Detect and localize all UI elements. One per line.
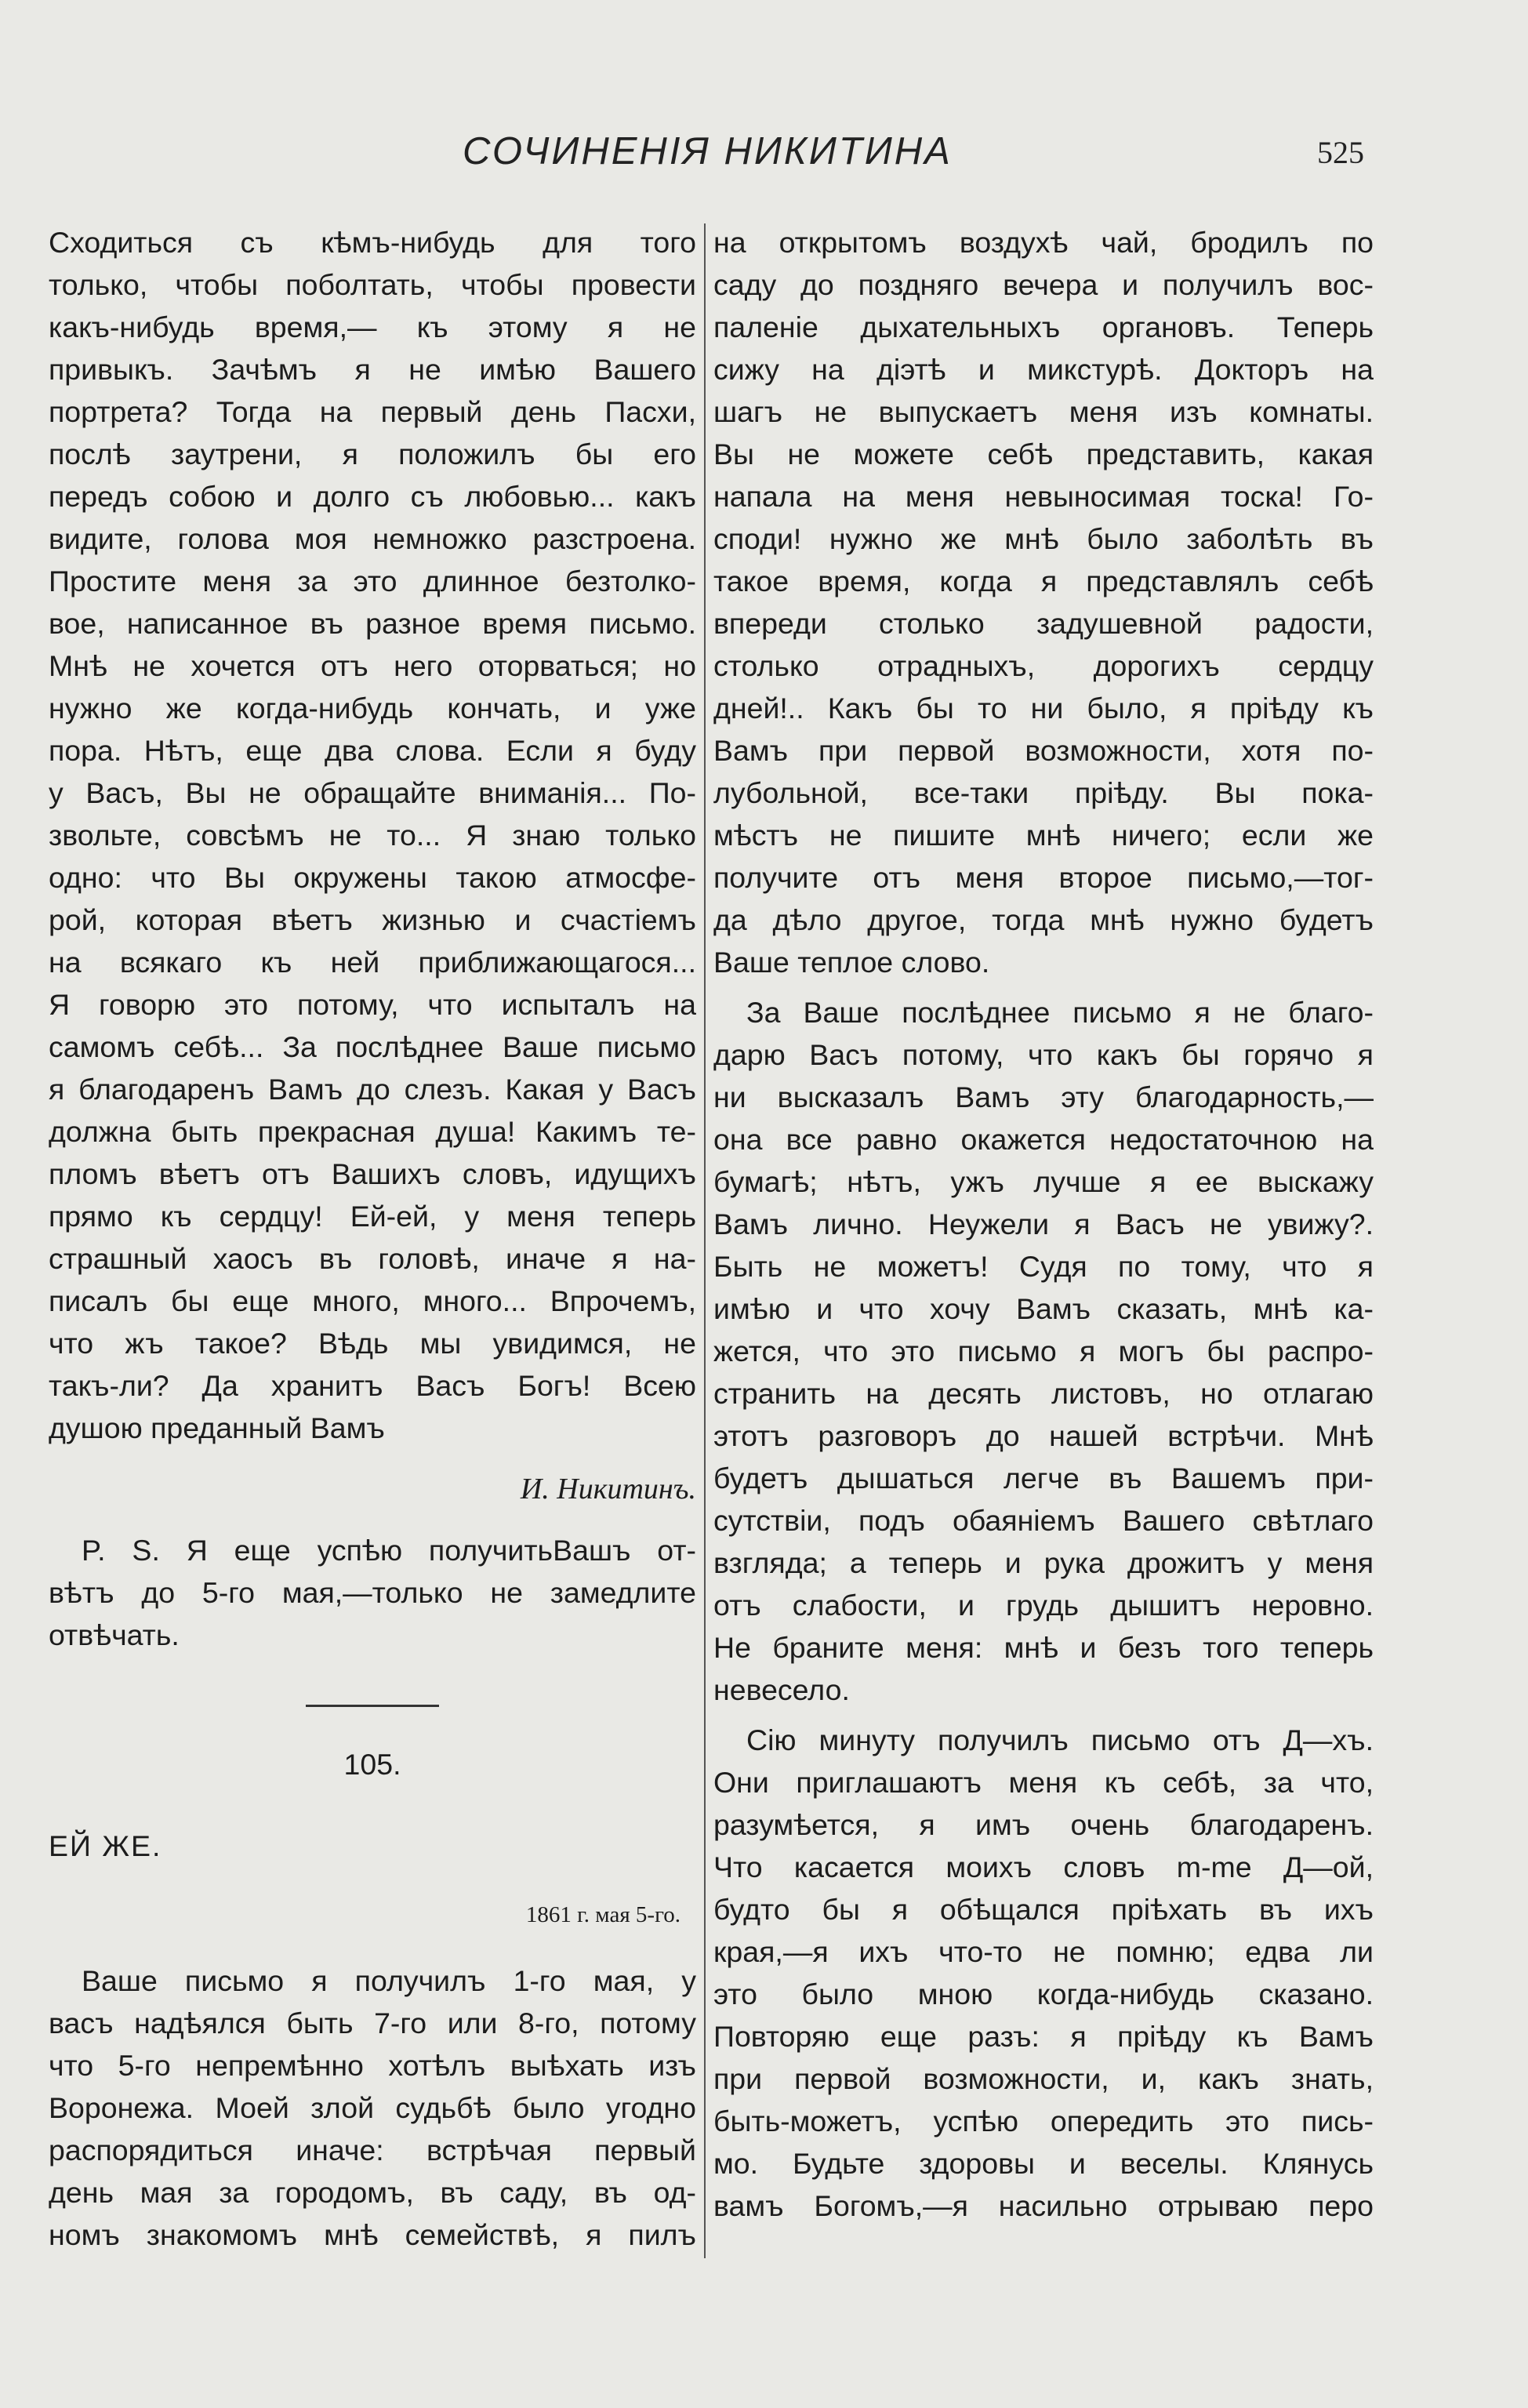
text-line: напала на меня невыносимая тоска! Го- — [713, 480, 1374, 513]
text-line: будетъ дышаться легче въ Вашемъ при- — [713, 1462, 1374, 1495]
text-line: передъ собою и долго съ любовью... какъ — [49, 480, 696, 513]
text-line: Простите меня за это длинное безтолко- — [49, 565, 696, 597]
text-line: нужно же когда-нибудь кончать, и уже — [49, 692, 696, 725]
text-line: мѣстъ не пишите мнѣ ничего; если же — [713, 819, 1374, 852]
text-line: невесело. — [713, 1673, 850, 1706]
text-line: что 5-го непремѣнно хотѣлъ выѣхать изъ — [49, 2049, 696, 2082]
letter-number: 105. — [343, 1748, 401, 1781]
running-title: СОЧИНЕНІЯ НИКИТИНА — [463, 130, 953, 173]
section-divider — [306, 1705, 439, 1707]
text-line: взгляда; а теперь и рука дрожитъ у меня — [713, 1546, 1374, 1579]
text-line: да дѣло другое, тогда мнѣ нужно будетъ — [713, 903, 1374, 936]
postscript — [49, 1529, 696, 1656]
text-line: привыкъ. Зачѣмъ я не имѣю Вашего — [49, 353, 696, 386]
text-line: вѣтъ до 5-го мая,—только не замедлите — [49, 1576, 696, 1609]
text-line: Вы не можете себѣ представить, какая — [713, 438, 1374, 470]
text-line: шагъ не выпускаетъ меня изъ комнаты. — [713, 395, 1374, 428]
text-line: дарю Васъ потому, что какъ бы горячо я — [713, 1038, 1374, 1071]
text-line: Я говорю это потому, что испыталъ на — [49, 988, 696, 1021]
paragraph-gratitude — [713, 991, 1374, 1711]
letter-105-body-start — [49, 1959, 696, 2256]
text-line: звольте, совсѣмъ не то... Я знаю только — [49, 819, 696, 852]
text-line: столько отрадныхъ, дорогихъ сердцу — [713, 649, 1374, 682]
text-line: номъ знакомомъ мнѣ семействѣ, я пилъ — [49, 2218, 696, 2251]
text-line: только, чтобы поболтать, чтобы провести — [49, 268, 696, 301]
text-line: такое время, когда я представлялъ себѣ — [713, 565, 1374, 597]
text-line: пора. Нѣтъ, еще два слова. Если я буду — [49, 734, 696, 767]
text-line: Вамъ при первой возможности, хотя по- — [713, 734, 1374, 767]
text-line: этотъ разговоръ до нашей встрѣчи. Мнѣ — [713, 1419, 1374, 1452]
text-line: это было мною когда-нибудь сказано. — [713, 1978, 1374, 2010]
text-line: вое, написанное въ разное время письмо. — [49, 607, 696, 640]
text-line: мо. Будьте здоровы и веселы. Клянусь — [713, 2147, 1374, 2180]
paragraph-letter-ending — [49, 221, 696, 1449]
letter-addressee: ЕЙ ЖЕ. — [49, 1829, 162, 1862]
paragraph-invitation — [713, 1719, 1374, 2227]
text-line: разумѣется, я имъ очень благодаренъ. — [713, 1808, 1374, 1841]
letter-date: 1861 г. мая 5-го. — [525, 1902, 681, 1927]
text-line: сутствіи, подъ обаяніемъ Вашего свѣтлаго — [713, 1504, 1374, 1537]
text-line: получите отъ меня второе письмо,—тог- — [713, 861, 1374, 894]
text-line: сижу на діэтѣ и микстурѣ. Докторъ на — [713, 353, 1374, 386]
text-line: Быть не можетъ! Судя по тому, что я — [713, 1250, 1374, 1283]
text-line: Вамъ лично. Неужели я Васъ не увижу?. — [713, 1208, 1374, 1240]
text-line: душою преданный Вамъ — [49, 1411, 385, 1444]
text-line: саду до поздняго вечера и получилъ вос- — [713, 268, 1374, 301]
text-line: распорядиться иначе: встрѣчая первый — [49, 2134, 696, 2166]
text-line: жется, что это письмо я могъ бы распро- — [713, 1335, 1374, 1367]
text-line: васъ надѣялся быть 7-го или 8-го, потому — [49, 2007, 696, 2039]
text-line: одно: что Вы окружены такою атмосфе- — [49, 861, 696, 894]
text-line: Что касается моихъ словъ m-me Д—ой, — [713, 1850, 1374, 1883]
text-line: отъ слабости, и грудь дышитъ неровно. — [713, 1589, 1374, 1622]
text-line: Ваше теплое слово. — [713, 946, 990, 979]
text-line: день мая за городомъ, въ саду, въ од- — [49, 2176, 696, 2209]
page-number: 525 — [1317, 135, 1364, 170]
text-line: на открытомъ воздухѣ чай, бродилъ по — [713, 226, 1374, 259]
text-line: должна быть прекрасная душа! Какимъ те- — [49, 1115, 696, 1148]
text-line: паленіе дыхательныхъ органовъ. Теперь — [713, 311, 1374, 343]
text-line: на всякаго къ ней приближающагося... — [49, 946, 696, 979]
text-line: у Васъ, Вы не обращайте вниманія... По- — [49, 776, 696, 809]
text-line: впереди столько задушевной радости, — [713, 607, 1374, 640]
text-line: странить на десять листовъ, но отлагаю — [713, 1377, 1374, 1410]
right-column — [713, 221, 1374, 2227]
text-line: P. S. Я еще успѣю получитьВашъ от- — [82, 1534, 696, 1567]
text-line: имѣю и что хочу Вамъ сказать, мнѣ ка- — [713, 1292, 1374, 1325]
signature: И. Никитинъ. — [520, 1473, 696, 1505]
column-divider — [704, 223, 706, 2258]
text-line: что жъ такое? Вѣдь мы увидимся, не — [49, 1327, 696, 1360]
text-line: какъ-нибудь время,— къ этому я не — [49, 311, 696, 343]
text-line: рой, которая вѣетъ жизнью и счастіемъ — [49, 903, 696, 936]
text-line: Воронежа. Моей злой судьбѣ было угодно — [49, 2091, 696, 2124]
text-line: она все равно окажется недостаточною на — [713, 1123, 1374, 1156]
text-line: Мнѣ не хочется отъ него оторваться; но — [49, 649, 696, 682]
text-line: бумагѣ; нѣтъ, ужъ лучше я ее выскажу — [713, 1165, 1374, 1198]
text-line: пломъ вѣетъ отъ Вашихъ словъ, идущихъ — [49, 1157, 696, 1190]
text-line: Не браните меня: мнѣ и безъ того теперь — [713, 1631, 1374, 1664]
text-line: видите, голова моя немножко разстроена. — [49, 522, 696, 555]
text-line: Ваше письмо я получилъ 1-го мая, у — [82, 1964, 696, 1997]
left-column — [49, 221, 696, 2256]
text-line: портрета? Тогда на первый день Пасхи, — [49, 395, 696, 428]
text-line: самомъ себѣ... За послѣднее Ваше письмо — [49, 1030, 696, 1063]
text-line: прямо къ сердцу! Ей-ей, у меня теперь — [49, 1200, 696, 1233]
text-line: быть-можетъ, успѣю опередить это пись- — [713, 2105, 1374, 2137]
text-line: Они приглашаютъ меня къ себѣ, за что, — [713, 1766, 1374, 1799]
text-line: послѣ заутрени, я положилъ бы его — [49, 438, 696, 470]
text-line: края,—я ихъ что-то не помню; едва ли — [713, 1935, 1374, 1968]
text-line: дней!.. Какъ бы то ни было, я пріѣду къ — [713, 692, 1374, 725]
text-line: Повторяю еще разъ: я пріѣду къ Вамъ — [713, 2020, 1374, 2053]
text-line: отвѣчать. — [49, 1618, 180, 1651]
text-line: споди! нужно же мнѣ было заболѣть въ — [713, 522, 1374, 555]
text-line: я благодаренъ Вамъ до слезъ. Какая у Васъ — [49, 1073, 696, 1106]
text-line: будто бы я обѣщался пріѣхать въ ихъ — [713, 1893, 1374, 1926]
text-line: лубольной, все-таки пріѣду. Вы пока- — [713, 776, 1374, 809]
running-header — [0, 129, 1528, 192]
text-line: ни высказалъ Вамъ эту благодарность,— — [713, 1081, 1374, 1113]
text-line: писалъ бы еще много, много... Впрочемъ, — [49, 1284, 696, 1317]
text-line: такъ-ли? Да хранитъ Васъ Богъ! Всею — [49, 1369, 696, 1402]
paragraph-continuation — [713, 221, 1374, 983]
text-line: вамъ Богомъ,—я насильно отрываю перо — [713, 2189, 1374, 2222]
text-line: страшный хаосъ въ головѣ, иначе я на- — [49, 1242, 696, 1275]
text-line: За Ваше послѣднее письмо я не благо- — [746, 996, 1374, 1029]
text-line: Сходиться съ кѣмъ-нибудь для того — [49, 226, 696, 259]
text-line: при первой возможности, и, какъ знать, — [713, 2062, 1374, 2095]
text-line: Сію минуту получилъ письмо отъ Д—хъ. — [746, 1723, 1374, 1756]
